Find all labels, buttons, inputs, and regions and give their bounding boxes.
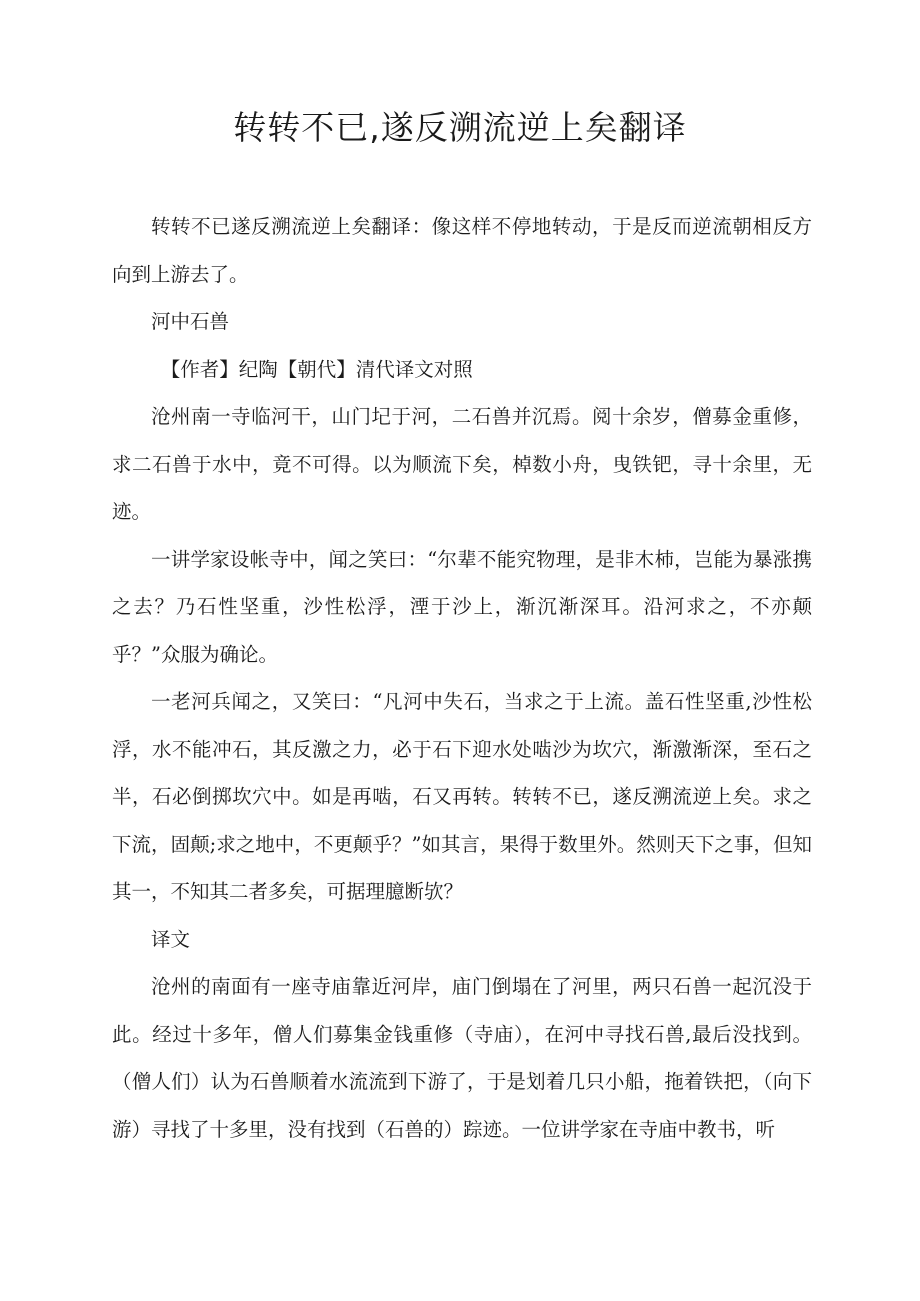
paragraph-heading-original: 河中石兽 [151, 310, 230, 333]
paragraph-original-1: 沧州南一寺临河干，山门圮于河，二石兽并沉焉。阅十余岁，僧募金重修，求二石兽于水中，竟不可得。以为顺流下矣，棹数小舟，曳铁钯，寻十余里，无迹。 [112, 405, 812, 523]
document-title: 转转不已,遂反溯流逆上矣翻译 [233, 108, 687, 147]
paragraph-original-2: 一讲学家设帐寺中，闻之笑曰：“尔辈不能究物理，是非木杮，岂能为暴涨携之去？乃石性坚重，沙性松浮，湮于沙上，渐沉渐深耳。沿河求之，不亦颠乎？”众服为确论。 [112, 547, 812, 666]
document-body [112, 203, 812, 1153]
paragraph-translation-1: 沧州的南面有一座寺庙靠近河岸，庙门倒塌在了河里，两只石兽一起沉没于此。经过十多年，僧人们募集金钱重修（寺庙），在河中寻找石兽,最后没找到。（僧人们）认为石兽顺着水流流到下游了，于是划着几只小船，拖着铁把，（向下游）寻找了十多里，没有找到（石兽的）踪迹。一位讲学家在寺庙中教书，听 [112, 975, 812, 1141]
paragraph-summary: 转转不已遂反溯流逆上矣翻译：像这样不停地转动，于是反而逆流朝相反方向到上游去了。 [112, 215, 812, 286]
paragraph-original-3: 一老河兵闻之，又笑曰：“凡河中失石，当求之于上流。盖石性坚重,沙性松浮，水不能冲石，其反激之力，必于石下迎水处啮沙为坎穴，渐激渐深，至石之半，石必倒掷坎穴中。如是再啮，石又再转。转转不已，遂反溯流逆上矣。求之下流，固颠;求之地中，不更颠乎？”如其言，果得于数里外。然则天下之事，但知其一，不知其二者多矣，可据理臆断欤？ [112, 690, 812, 903]
paragraph-heading-translation: 译文 [151, 927, 191, 951]
paragraph-author-info: 【作者】纪陶【朝代】清代译文对照 [160, 357, 473, 381]
